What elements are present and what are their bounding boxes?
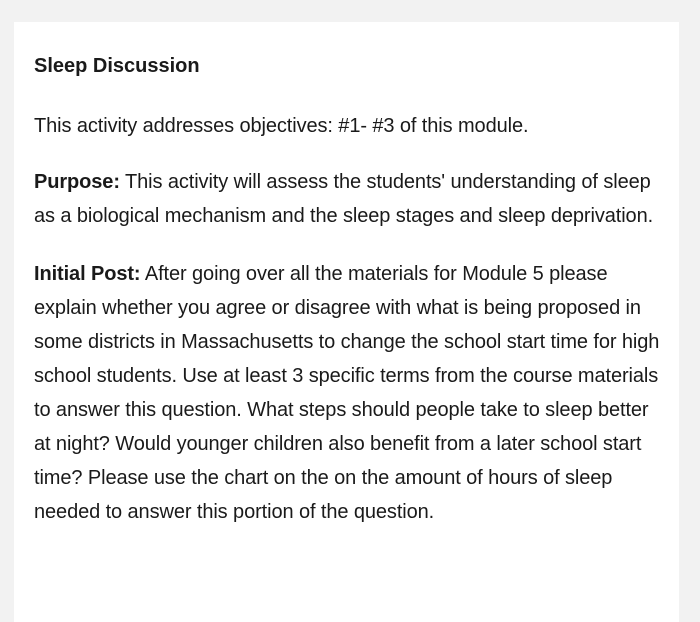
initial-post-text: After going over all the materials for Module 5 please explain whether you agree or disagree with what is being proposed in some districts in Massachusetts to change the school start time for high school students. Use at least 3 specific terms from the course materials to answer this question. What steps should people take to sleep better at night? Would younger children also benefit from a later school start time? Please use the chart on the on the amount of hours of sleep needed to answer this portion of the question. (34, 263, 660, 523)
purpose-text: This activity will assess the students' understanding of sleep as a biological mechanism and the sleep stages and sleep deprivation. (34, 171, 654, 227)
purpose-label: Purpose: (34, 171, 120, 193)
assignment-card (14, 22, 679, 622)
initial-post-paragraph (34, 257, 661, 529)
purpose-paragraph (34, 165, 661, 233)
page-title: Sleep Discussion (34, 55, 200, 77)
initial-post-label: Initial Post: (34, 263, 141, 285)
objectives-paragraph: This activity addresses objectives: #1- #3 of this module. (34, 115, 529, 137)
